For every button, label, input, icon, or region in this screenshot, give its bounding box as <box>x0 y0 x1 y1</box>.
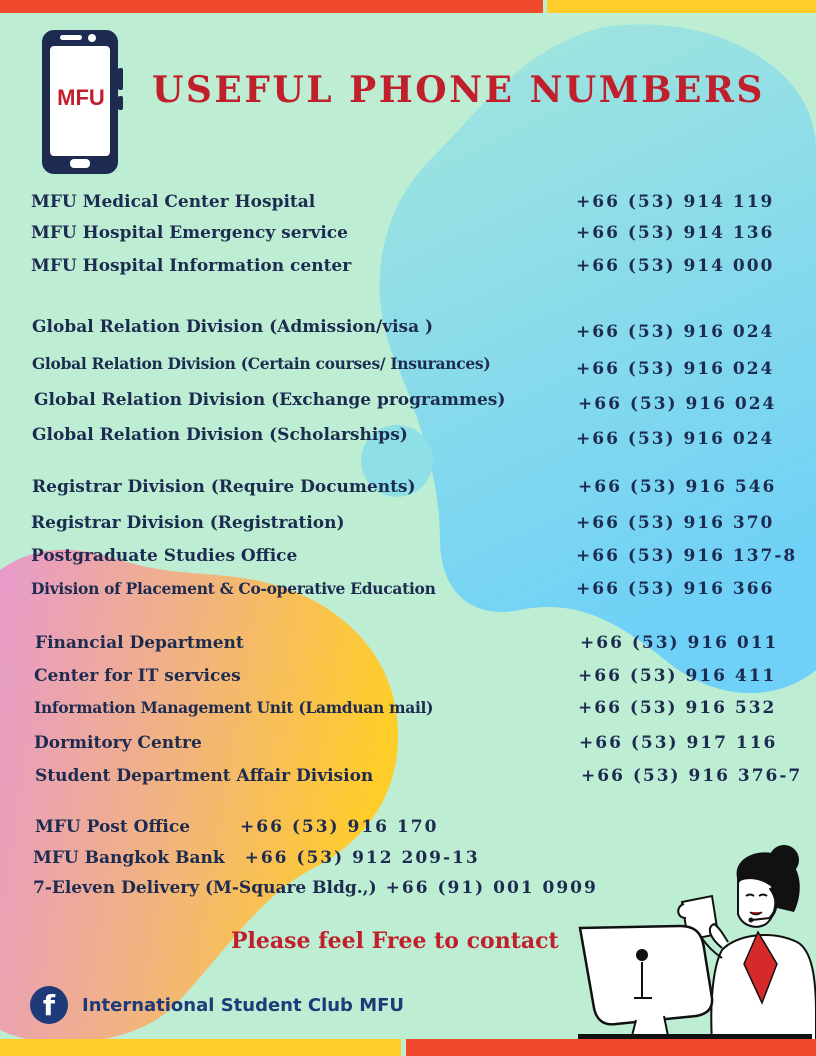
contact-name: Global Relation Division (Scholarships) <box>32 425 408 445</box>
warm-blob <box>0 546 398 1043</box>
contact-name: MFU Hospital Emergency service <box>31 223 348 243</box>
contact-phone: +66 (53) 916 011 <box>580 633 779 653</box>
contact-name: Information Management Unit (Lamduan mail) <box>34 698 434 717</box>
contact-phone: +66 (53) 914 000 <box>576 256 775 276</box>
contact-phone: +66 (53) 916 546 <box>578 477 777 497</box>
bottom-bar-yellow <box>0 1039 401 1056</box>
contact-phone: +66 (53) 916 137-8 <box>576 546 798 566</box>
contact-message: Please feel Free to contact <box>231 928 559 954</box>
extra-contact-name: MFU Bangkok Bank <box>33 848 225 868</box>
contact-name: MFU Hospital Information center <box>31 256 352 276</box>
contact-name: MFU Medical Center Hospital <box>31 192 316 212</box>
contact-name: Student Department Affair Division <box>35 766 374 786</box>
extra-contact-name: MFU Post Office <box>35 817 191 837</box>
facebook-icon[interactable]: f <box>30 986 68 1024</box>
top-bar-yellow <box>547 0 816 13</box>
extra-contact-phone: +66 (53) 912 209-13 <box>244 848 480 868</box>
page-title: USEFUL PHONE NUMBERS <box>152 69 765 111</box>
extra-contact-row <box>35 819 438 836</box>
contact-name: Postgraduate Studies Office <box>31 546 298 566</box>
top-bar-red <box>0 0 543 13</box>
contact-phone: +66 (53) 914 136 <box>576 223 775 243</box>
contact-phone: +66 (53) 916 024 <box>576 429 775 449</box>
contact-phone: +66 (53) 916 024 <box>576 322 775 342</box>
extra-contact-phone: +66 (91) 001 0909 <box>385 878 598 898</box>
contact-phone: +66 (53) 916 370 <box>576 513 775 533</box>
contact-name: Global Relation Division (Admission/visa ) <box>32 317 434 337</box>
contact-name: Global Relation Division (Exchange programmes) <box>34 390 506 410</box>
bottom-bar-red <box>406 1039 816 1056</box>
contact-name: Registrar Division (Registration) <box>31 513 345 533</box>
contact-phone: +66 (53) 916 532 <box>578 698 777 718</box>
contact-phone: +66 (53) 917 116 <box>579 733 778 753</box>
contact-phone: +66 (53) 916 366 <box>576 579 775 599</box>
extra-contact-row <box>33 880 598 897</box>
facebook-page-label[interactable]: International Student Club MFU <box>82 995 405 1016</box>
contact-phone: +66 (53) 916 024 <box>576 359 775 379</box>
contact-name: Division of Placement & Co-operative Education <box>31 579 436 598</box>
call-center-agent-illustration <box>572 838 816 1043</box>
extra-contact-name: 7-Eleven Delivery (M-Square Bldg.,) <box>33 878 377 898</box>
extra-contact-row <box>33 850 480 867</box>
contact-phone: +66 (53) 916 376-7 <box>581 766 803 786</box>
extra-contact-phone: +66 (53) 916 170 <box>240 817 439 837</box>
contact-name: Center for IT services <box>34 666 241 686</box>
contact-phone: +66 (53) 914 119 <box>576 192 775 212</box>
mfu-phone-logo-icon <box>40 28 124 176</box>
contact-phone: +66 (53) 916 411 <box>578 666 777 686</box>
contact-name: Registrar Division (Require Documents) <box>32 477 416 497</box>
contact-name: Financial Department <box>35 633 244 653</box>
contact-name: Dormitory Centre <box>34 733 202 753</box>
logo-text: MFU <box>57 85 105 110</box>
contact-phone: +66 (53) 916 024 <box>578 394 777 414</box>
contact-name: Global Relation Division (Certain courses/ Insurances) <box>32 354 491 373</box>
